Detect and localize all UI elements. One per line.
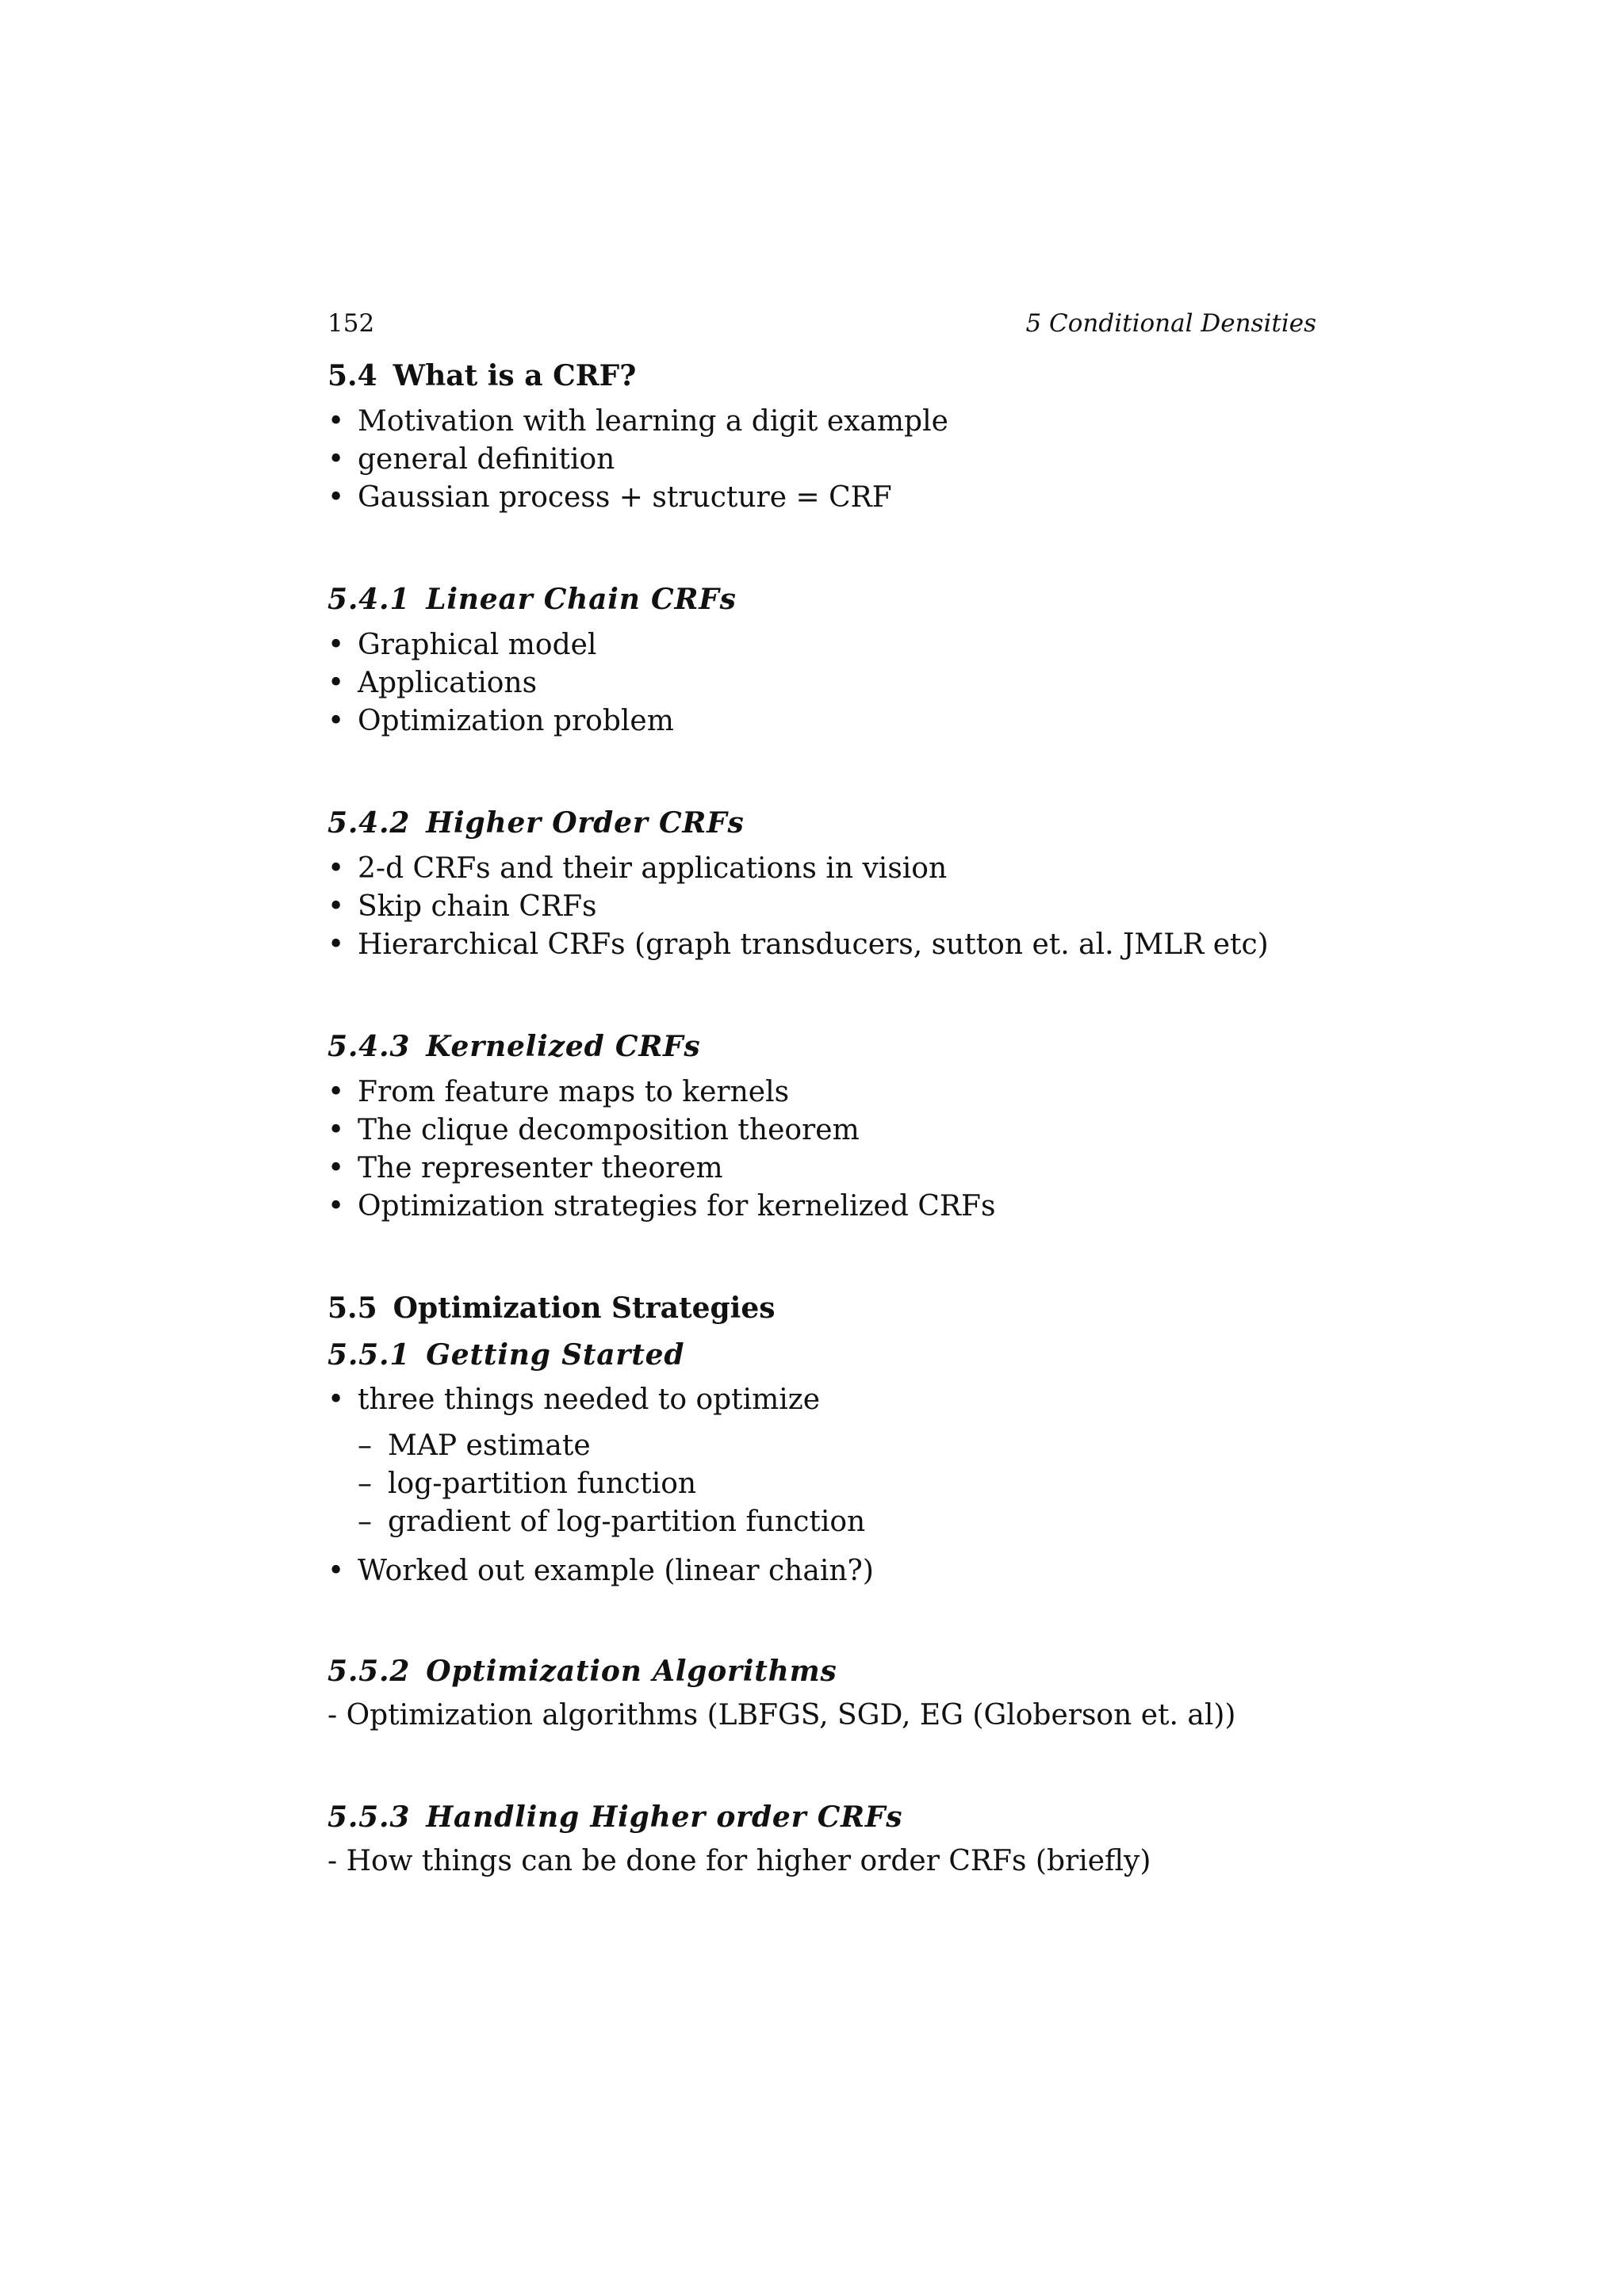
- bullet-item: • Gaussian process + structure = CRF: [327, 479, 948, 517]
- subsection-5-5-1-first-bullet: [327, 1381, 820, 1419]
- subsection-heading-5-4-1: [327, 582, 737, 617]
- subsection-5-5-1-last-bullet: [327, 1552, 874, 1590]
- subsection-5-4-2-bullets: [327, 850, 1269, 964]
- subsection-heading-5-4-2: [327, 806, 745, 840]
- sub-item: – MAP estimate: [358, 1427, 865, 1465]
- subsection-5-5-1-sub-items: [358, 1427, 865, 1541]
- sub-item: – log-partition function: [358, 1465, 865, 1503]
- subsection-number: 5.5.2: [327, 1655, 411, 1688]
- subsection-number: 5.5.3: [327, 1800, 411, 1834]
- subsection-number: 5.4.3: [327, 1030, 411, 1063]
- bullet-item: • Worked out example (linear chain?): [327, 1552, 874, 1590]
- bullet-item: • The representer theorem: [327, 1150, 995, 1188]
- running-header: [327, 306, 1316, 341]
- subsection-heading-5-5-3: [327, 1800, 902, 1835]
- bullet-item: • general definition: [327, 441, 948, 479]
- bullet-item: • From feature maps to kernels: [327, 1073, 995, 1112]
- bullet-item: • Optimization problem: [327, 702, 674, 740]
- bullet-item: • three things needed to optimize: [327, 1381, 820, 1419]
- bullet-item: • Optimization strategies for kernelized CRFs: [327, 1188, 995, 1226]
- subsection-title: Kernelized CRFs: [426, 1030, 701, 1063]
- subsection-number: 5.4.2: [327, 806, 411, 840]
- section-title: What is a CRF?: [393, 359, 637, 392]
- subsection-5-5-3-note: - How things can be done for higher order CRFs (briefly): [327, 1845, 1151, 1877]
- subsection-5-5-2-note: - Optimization algorithms (LBFGS, SGD, EG (Globerson et. al)): [327, 1699, 1236, 1732]
- subsection-heading-5-5-1: [327, 1337, 684, 1372]
- section-heading-5-5: [327, 1291, 776, 1326]
- subsection-title: Higher Order CRFs: [426, 806, 745, 840]
- sub-item: – gradient of log-partition function: [358, 1503, 865, 1541]
- section-5-4-bullets: [327, 403, 948, 517]
- subsection-number: 5.4.1: [327, 583, 411, 616]
- section-number: 5.4: [327, 359, 377, 392]
- chapter-title: 5 Conditional Densities: [1025, 309, 1316, 338]
- subsection-title: Linear Chain CRFs: [426, 583, 737, 616]
- bullet-item: • Graphical model: [327, 626, 674, 664]
- subsection-5-4-3-bullets: [327, 1073, 995, 1226]
- subsection-title: Optimization Algorithms: [426, 1655, 837, 1688]
- subsection-heading-5-4-3: [327, 1029, 700, 1064]
- bullet-item: • Skip chain CRFs: [327, 888, 1269, 926]
- section-title: Optimization Strategies: [393, 1292, 776, 1325]
- subsection-5-4-1-bullets: [327, 626, 674, 740]
- subsection-title: Getting Started: [426, 1338, 685, 1372]
- section-number: 5.5: [327, 1292, 377, 1325]
- bullet-item: • Applications: [327, 664, 674, 702]
- bullet-item: • Hierarchical CRFs (graph transducers, sutton et. al. JMLR etc): [327, 926, 1269, 964]
- subsection-title: Handling Higher order CRFs: [426, 1800, 903, 1834]
- bullet-item: • 2-d CRFs and their applications in vision: [327, 850, 1269, 888]
- bullet-item: • Motivation with learning a digit example: [327, 403, 948, 441]
- subsection-heading-5-5-2: [327, 1654, 837, 1689]
- section-heading-5-4: [327, 358, 636, 393]
- page-number: 152: [327, 309, 375, 338]
- subsection-number: 5.5.1: [327, 1338, 411, 1372]
- bullet-item: • The clique decomposition theorem: [327, 1112, 995, 1150]
